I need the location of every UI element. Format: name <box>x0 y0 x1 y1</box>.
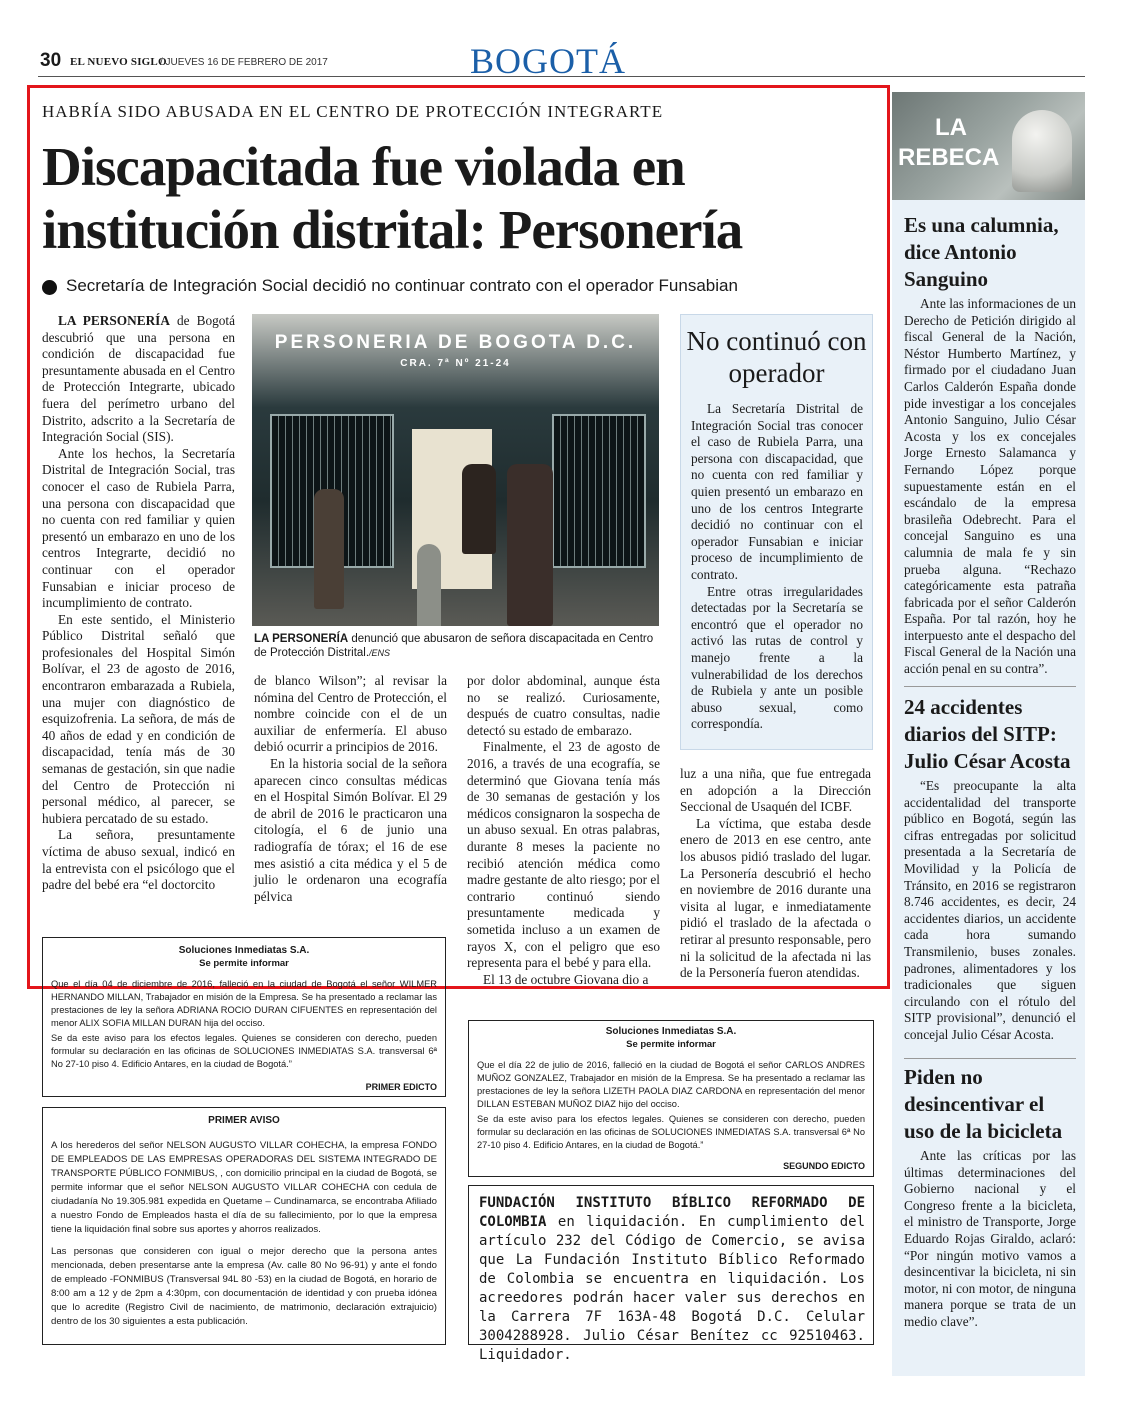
publication-date: / JUEVES 16 DE FEBRERO DE 2017 <box>160 57 328 68</box>
article-kicker: HABRÍA SIDO ABUSADA EN EL CENTRO DE PROTECCIÓN INTEGRARTE <box>42 102 664 121</box>
article-headline: Discapacitada fue violada en institución distrital: Personería <box>42 136 743 260</box>
sidebox-paragraph: Entre otras irregularidades detectadas por la Secretaría se encontró que el operador no activó las rutas de control y manejo frente a la vulnerabilidad de los derechos de Rubiela y ante un posible abuso sexual, como correspondía. <box>691 583 863 732</box>
notice-signature: SEGUNDO EDICTO <box>783 1161 865 1171</box>
notice-body: Que el día 04 de diciembre de 2016, falleció en la ciudad de Bogotá el señor WILMER HERNANDO MILLAN, Trabajador en misión de la Empresa. Se ha presentado a reclamar las prestaciones de ley la señora ADRIANA ROCIO DURAN CIFUENTES en representación del menor ALIX SOFIA MILLAN DURAN hija del occiso. <box>51 979 437 1028</box>
right-sidebar <box>892 200 1085 1376</box>
article-subhead: Secretaría de Integración Social decidió no continuar contrato con el operador Funsabian <box>66 276 738 295</box>
fundacion-notice <box>468 1185 874 1363</box>
paragraph-text: por dolor abdominal, aunque ésta no se realizó. Curiosamente, después de cuatro consultas, nadie detectó su estado de embarazo. <box>467 673 660 738</box>
publication-name: EL NUEVO SIGLO <box>70 56 167 68</box>
brief-divider <box>904 1058 1076 1059</box>
sidebox-title: No continuó con operador <box>686 326 867 388</box>
notice-body: Que el día 22 de julio de 2016, falleció en la ciudad de Bogotá el señor CARLOS ANDRES MUÑOZ GONZALEZ, Trabajador en misión de la Empresa. Se ha presentado a reclamar las prestaciones de ley la señora LIZETH PAOLA DIAZ CARDONA en representación del menor DILLAN ESTEBAN MUÑOZ DIAZ hijo del occiso. <box>477 1060 865 1109</box>
header-rule <box>38 76 1085 77</box>
caption-lead: LA PERSONERÍA <box>254 633 349 645</box>
brief-title-1: Es una calumnia, dice Antonio Sanguino <box>904 213 1059 291</box>
paragraph-text: La señora, presuntamente víctima de abuso sexual, indicó en la entrevista con el psicólogo que el padre del bebé era “el doctorcito <box>42 827 235 893</box>
paragraph-text: El 13 de octubre Giovana dio a <box>483 971 649 987</box>
paragraph-text: Ante los hechos, la Secretaría Distrital de Integración Social, tras conocer el caso de Rubiela Parra, una persona con discapacidad que no cuenta con red familiar y quien presentó un embarazo en uno de los centros Integrarte, decidió no continuar con el operador Funsabian e iniciar proceso de incumplimiento de contrato. <box>42 445 235 611</box>
legal-notice-1 <box>42 937 446 1097</box>
notice-title: Soluciones Inmediatas S.A. <box>605 1026 737 1037</box>
notice-subtitle: Se permite informar <box>626 1039 716 1050</box>
paragraph-text: luz a una niña, que fue entregada en adopción a la Dirección Seccional de Usaquén del ICBF. <box>680 766 871 815</box>
brief-title-3: Piden no desincentivar el uso de la bicicleta <box>904 1065 1063 1143</box>
brief-text-2: “Es preocupante la alta accidentalidad del transporte público en Bogotá, según las cifras entregadas por solicitud presentada a la Secretaría de Movilidad y la Policía de Tránsito, en 2016 se registraron 8.746 accidentes, es decir, 24 accidentes diarios, un accidente cada hora sumando Transmilenio, buses zonales. padrones, alimentadores y los tradicionales que siguen circulando con el rótulo del SITP provisional”, denunció el concejal Julio César Acosta. <box>904 778 1076 1042</box>
section-title: BOGOTÁ <box>470 41 626 76</box>
banner-line-2: REBECA <box>898 144 1000 171</box>
notice-body: A los herederos del señor NELSON AUGUSTO VILLAR COHECHA, la empresa FONDO DE EMPLEADOS DE LAS EMPRESAS OPERADORAS DEL SISTEMA INTEGRADO DE TRANSPORTE PÚBLICO FONMIBUS, , con domicilio principal en la ciudad de Bogotá, se permite informar que el señor NELSON AUGUSTO VILLAR COHECHA con cedula de ciudadanía No 19.305.981 expedida en Quetame – Cundinamarca, se encontraba Afiliado a nuestro Fondo de Empleados hasta el día de su fallecimiento, por lo que la empresa tiene la liquidación final sobre sus aportes y ahorros realizados. <box>51 1140 437 1235</box>
fundacion-lead: FUNDACIÓN INSTITUTO BÍBLICO REFORMADO DE COLOMBIA <box>479 1195 865 1230</box>
paragraph-text: En la historia social de la señora aparecen cinco consultas médicas en el Hospital Simón Bolívar. El 29 de abril de 2016 le practicaron una citología, el 6 de junio una radiografía de tórax; el 16 de ese mes asistió a cita médica y el 5 de julio le ordenaron una ecografía pélvica <box>254 755 447 904</box>
paragraph-text: de Bogotá descubrió que una persona en condición de discapacidad fue presuntamente abusada en el Centro de Protección Integrarte, ubicado fuera del perímetro urbano del Distrito, adscrito a la Secretaría de Integración Social (SIS). <box>42 313 236 445</box>
banner-line-1: LA <box>935 114 967 141</box>
paragraph-lead: LA PERSONERÍA <box>58 313 170 328</box>
statue-icon <box>1012 110 1072 192</box>
notice-body: Se da este aviso para los efectos legales. Quienes se consideren con derecho, pueden formular su declaración en las oficinas de SOLUCIONES INMEDIATAS S.A. transversal 6ª No 27-10 piso 4. Edificio Antares, en la ciudad de Bogotá.” <box>477 1114 865 1150</box>
legal-notice-2 <box>468 1020 874 1177</box>
notice-signature: PRIMER EDICTO <box>365 1082 437 1092</box>
notice-subtitle: Se permite informar <box>199 958 289 969</box>
paragraph-text: La víctima, que estaba desde enero de 2013 en ese centro, ante los abusos pidió traslado del lugar. La Personería descubrió el hecho en noviembre de 2016 durante una visita al lugar, e inmediatamente pidió el traslado de la afectada o retirar al presunto responsable, pero ni la solicitud de la afectada ni las de la Personería fueron atendidas. <box>680 815 871 981</box>
notice-body: Se da este aviso para los efectos legales. Quienes se consideren con derecho, pueden formular su declaración en las oficinas de SOLUCIONES INMEDIATAS S.A. transversal 6ª No 27-10 piso 4. Edificio Antares, en la ciudad de Bogotá.” <box>51 1033 437 1069</box>
sidebox-paragraph: La Secretaría Distrital de Integración Social tras conocer el caso de Rubiela Parra, una persona con discapacidad, que no cuenta con red familiar y quien presentó un embarazo en uno de los centros Integrarte decidió no continuar con el operador Funsabian e iniciar proceso de incumplimiento de contrato. <box>691 401 863 582</box>
brief-text-1: Ante las informaciones de un Derecho de Petición dirigido al fiscal General de la Nación, Néstor Humberto Martínez, y firmado por el ciudadano Juan Carlos Calderón España donde pide investigar a los concejales Antonio Sanguino, Julio César Acosta y los ex concejales Jorge Ernesto Salamanca y Fernando López porque supuestamente están en el escándalo de la empresa brasileña Odebrecht. Para el concejal Sanguino es una calumnia de mala fe y sin prueba alguna. “Rechazo categóricamente esta patraña fabricada por el señor Calderón España. Por tal razón, hoy he interpuesto ante el despacho del Fiscal General de la Nación una acción penal en su contra”. <box>904 296 1076 677</box>
brief-text-3: Ante las críticas por las últimas determinaciones del Gobierno nacional y el Congreso frente a la bicicleta, el ministro de Transporte, Jorge Eduardo Rojas Giraldo, aclaró: “Por ningún motivo vamos a desincentivar la bicicleta, ni sin motor, ni con motor, de ninguna manera porque se trata de un medio clave”. <box>904 1148 1076 1329</box>
fundacion-text: en liquidación. En cumplimiento del artículo 232 del Código de Comercio, se avisa que La Fundación Instituto Bíblico Reformado de Colombia se encuentra en liquidación. Los acreedores podrán hacer valer sus derechos en la Carrera 7F 163A-48 Bogotá D.C. Celular 3004288928. Julio César Benítez cc 92510463. Liquidador. <box>479 1214 865 1363</box>
paragraph-text: En este sentido, el Ministerio Público Distrital señaló que profesionales del Hospital Simón Bolívar, el 23 de agosto de 2016, encontraron embarazada a Rubiela, una mujer con diagnóstico de esquizofrenia. La señora, de más de 40 años de edad y en condición de discapacidad, tenía más de 30 semanas de gestación, sin que nadie del Centro de Protección ni personal médico, al parecer, se hubiera percatado de su estado. <box>42 611 235 826</box>
notice-title: PRIMER AVISO <box>208 1115 280 1126</box>
la-rebeca-banner <box>892 92 1085 200</box>
photo-sign-text: PERSONERIA DE BOGOTA D.C. <box>274 332 637 353</box>
brief-title-2: 24 accidentes diarios del SITP: Julio César Acosta <box>904 695 1071 773</box>
caption-credit: /ENS <box>369 648 391 658</box>
legal-notice-3 <box>42 1107 446 1345</box>
paragraph-text: de blanco Wilson”; al revisar la nómina del Centro de Protección, el nombre coincide con el de un auxiliar de enfermería. El abuso debió ocurrir a principios de 2016. <box>254 673 447 755</box>
notice-title: Soluciones Inmediatas S.A. <box>178 945 310 956</box>
photo-sign-address: CRA. 7ª Nº 21-24 <box>400 358 511 369</box>
highlight-frame <box>27 85 890 989</box>
caption-text: denunció que abusaron de señora discapacitada en Centro de Protección Distrital. <box>254 633 654 659</box>
paragraph-text: Finalmente, el 23 de agosto de 2016, a través de una ecografía, se determinó que Giovana tenía más de 30 semanas de gestación y los médicos consignaron la sospecha de un abuso sexual. En otras palabras, durante 8 meses la paciente no recibió atención médica como madre gestante de alto riesgo; por el contrario continuó siendo presuntamente medicada y sometida incluso a un examen de rayos X, con el peligro que eso representa para el bebé y para ella. <box>467 739 660 971</box>
page-number: 30 <box>40 50 62 71</box>
brief-divider <box>904 686 1076 687</box>
notice-body: Las personas que consideren con igual o mejor derecho que la persona antes mencionada, deben presentarse ante la empresa (Av. calle 80 No 96-91) y ante el fondo de empleado -FONMIBUS (Transversal 94L 80 -53) en la ciudad de Bogotá, en horario de 8:00 am a 12 y de 2pm a 4:30pm, con documentación de identidad y con prueba idónea que lo acredite (Registro Civil de nacimiento, de matrimonio, declaración extrajuicio) dentro de los 30 siguientes a esta publicación. <box>51 1246 437 1327</box>
